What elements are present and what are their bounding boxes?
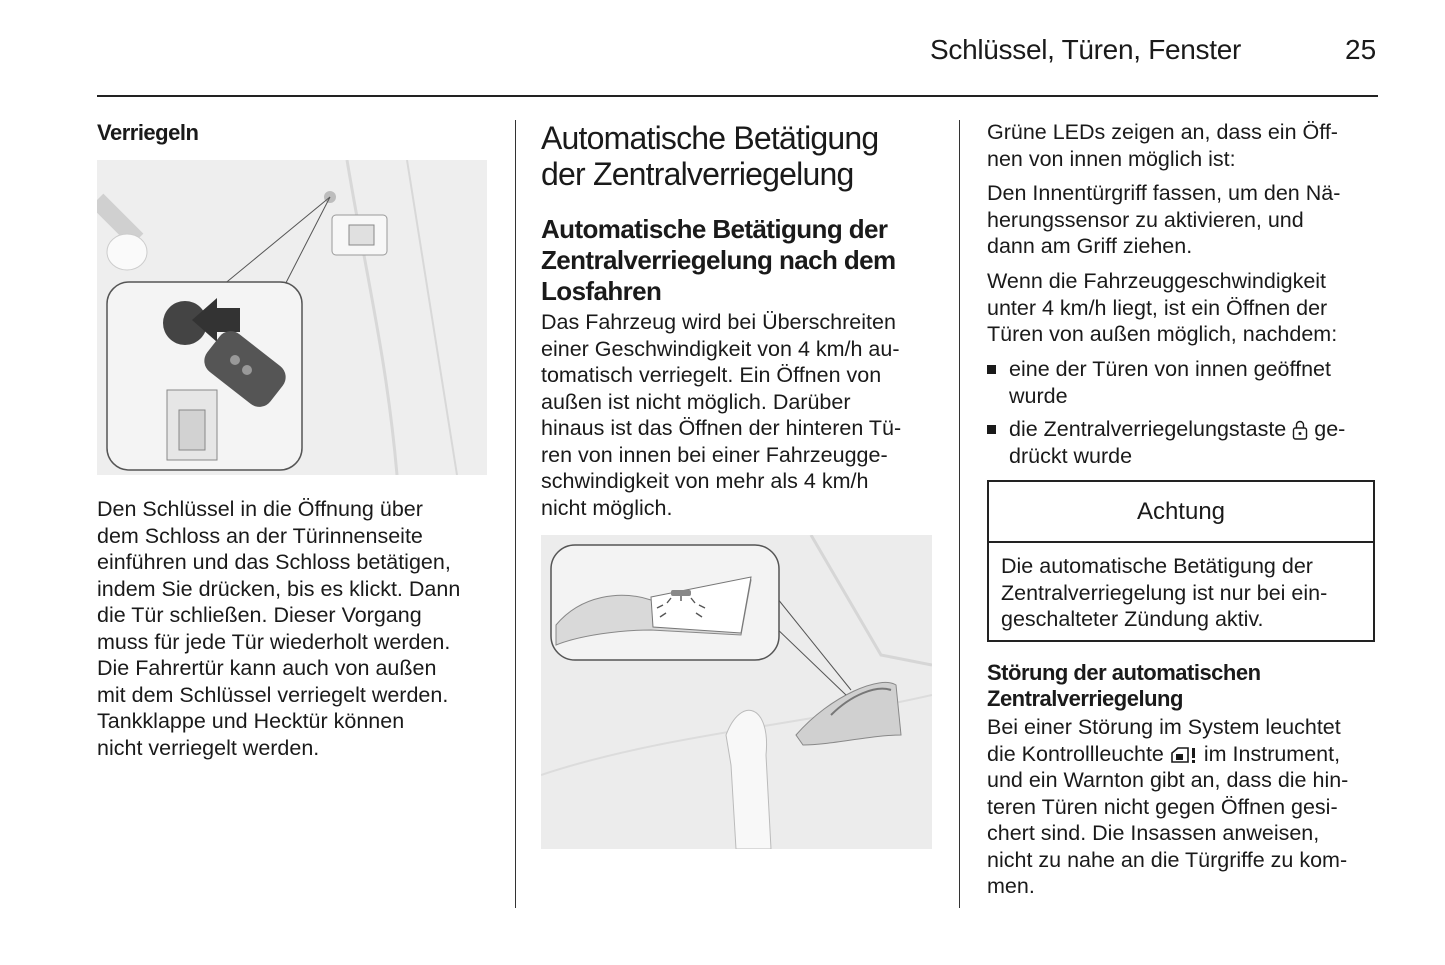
text-line: eine der Türen von innen geöffnet	[1009, 357, 1331, 381]
bullet-item	[987, 356, 1382, 409]
text-line: schwindigkeit von mehr als 4 km/h	[541, 469, 869, 493]
text-line: Türen von außen möglich, nachdem:	[987, 322, 1338, 346]
key-in-door-lock-illustration	[97, 160, 487, 475]
text-line: geschalteter Zündung aktiv.	[1001, 607, 1264, 631]
text-line: tomatisch verriegelt. Ein Öffnen von	[541, 363, 882, 387]
door-handle-figure-svg	[541, 535, 932, 849]
inner-door-handle-led-illustration	[541, 535, 932, 849]
column-divider-right	[959, 120, 960, 908]
subsection-heading-line: Zentralverriegelung nach dem	[541, 245, 896, 275]
header-title: Schlüssel, Türen, Fenster	[930, 34, 1242, 65]
text-line: dem Schloss an der Türinnenseite	[97, 523, 423, 548]
bullet-line	[1009, 416, 1382, 443]
subheading-verriegeln: Verriegeln	[97, 120, 199, 145]
text-line: Bei einer Störung im System leuchtet	[987, 715, 1341, 739]
text-line: Wenn die Fahrzeuggeschwindigkeit	[987, 269, 1327, 293]
text-line: nicht möglich.	[541, 495, 673, 520]
right-paragraph-3	[987, 268, 1382, 348]
text-segment: die Kontrollleuchte	[987, 741, 1164, 766]
text-line: Den Innentürgriff fassen, um den Nä-	[987, 181, 1341, 205]
text-line: ren von innen bei einer Fahrzeugge-	[541, 442, 888, 467]
text-line: mit dem Schlüssel verriegelt werden.	[97, 682, 449, 707]
text-line: nicht verriegelt werden.	[97, 735, 320, 760]
notice-box	[987, 480, 1375, 642]
text-line: unter 4 km/h liegt, ist ein Öffnen der	[987, 295, 1328, 320]
right-paragraph-1	[987, 119, 1382, 172]
text-line: hinaus ist das Öffnen der hinteren Tü-	[541, 416, 902, 440]
page-number: 25	[1345, 34, 1377, 65]
notice-body	[1001, 553, 1361, 633]
subheading-stoerung	[987, 660, 1261, 712]
text-line: muss für jede Tür wiederholt werden.	[97, 629, 451, 654]
left-paragraph	[97, 496, 507, 761]
text-line: chert sind. Die Insassen anweisen,	[987, 821, 1320, 845]
text-line: dann am Griff ziehen.	[987, 234, 1193, 258]
text-segment: die Zentralverriegelungstaste	[1009, 417, 1287, 441]
section-heading	[541, 120, 878, 192]
text-segment: im Instrument,	[1203, 741, 1341, 766]
text-line: und ein Warnton gibt an, dass die hin-	[987, 768, 1349, 792]
subsection-heading-line: Losfahren	[541, 276, 662, 306]
key-lock-figure-svg	[97, 160, 487, 475]
text-line: einführen und das Schloss betätigen,	[97, 550, 451, 574]
text-line: Zentralverriegelung ist nur bei ein-	[1001, 580, 1328, 605]
text-line: nicht zu nahe an die Türgriffe zu kom-	[987, 847, 1348, 872]
bullet-square-icon	[987, 425, 996, 434]
text-line: wurde	[1009, 383, 1068, 408]
door-lock-warning-icon	[1170, 745, 1198, 765]
text-segment: ge-	[1314, 417, 1346, 441]
notice-divider	[989, 541, 1373, 543]
subsection-heading	[541, 214, 896, 307]
text-line: Die Fahrertür kann auch von außen	[97, 656, 437, 680]
header-divider	[97, 95, 1378, 97]
subheading-line: Zentralverriegelung	[987, 686, 1183, 711]
text-line: Grüne LEDs zeigen an, dass ein Öff-	[987, 120, 1338, 144]
text-line: men.	[987, 874, 1035, 898]
section-heading-line: der Zentralverriegelung	[541, 156, 854, 192]
column-divider-left	[515, 120, 516, 908]
text-line: Das Fahrzeug wird bei Überschreiten	[541, 310, 896, 334]
bullet-item	[987, 416, 1382, 469]
text-line: teren Türen nicht gegen Öffnen gesi-	[987, 794, 1338, 819]
text-line: Tankklappe und Hecktür können	[97, 709, 405, 733]
text-line: außen ist nicht möglich. Darüber	[541, 389, 851, 414]
right-paragraph-2	[987, 180, 1382, 260]
text-line: drückt wurde	[1009, 443, 1133, 468]
lock-button-icon	[1292, 419, 1308, 441]
text-line: die Tür schließen. Dieser Vorgang	[97, 603, 422, 627]
text-line: Die automatische Betätigung der	[1001, 554, 1313, 578]
section-heading-line: Automatische Betätigung	[541, 120, 879, 156]
text-line	[987, 741, 1382, 768]
middle-paragraph	[541, 309, 941, 521]
text-line: indem Sie drücken, bis es klickt. Dann	[97, 576, 461, 601]
text-line: herungssensor zu aktivieren, und	[987, 207, 1304, 232]
subheading-line: Störung der automatischen	[987, 660, 1261, 685]
right-paragraph-4	[987, 714, 1382, 900]
notice-title: Achtung	[1136, 498, 1226, 525]
text-line: Den Schlüssel in die Öffnung über	[97, 497, 423, 521]
text-line: einer Geschwindigkeit von 4 km/h au-	[541, 336, 900, 361]
subsection-heading-line: Automatische Betätigung der	[541, 214, 888, 244]
bullet-square-icon	[987, 365, 996, 374]
text-line: nen von innen möglich ist:	[987, 146, 1236, 171]
